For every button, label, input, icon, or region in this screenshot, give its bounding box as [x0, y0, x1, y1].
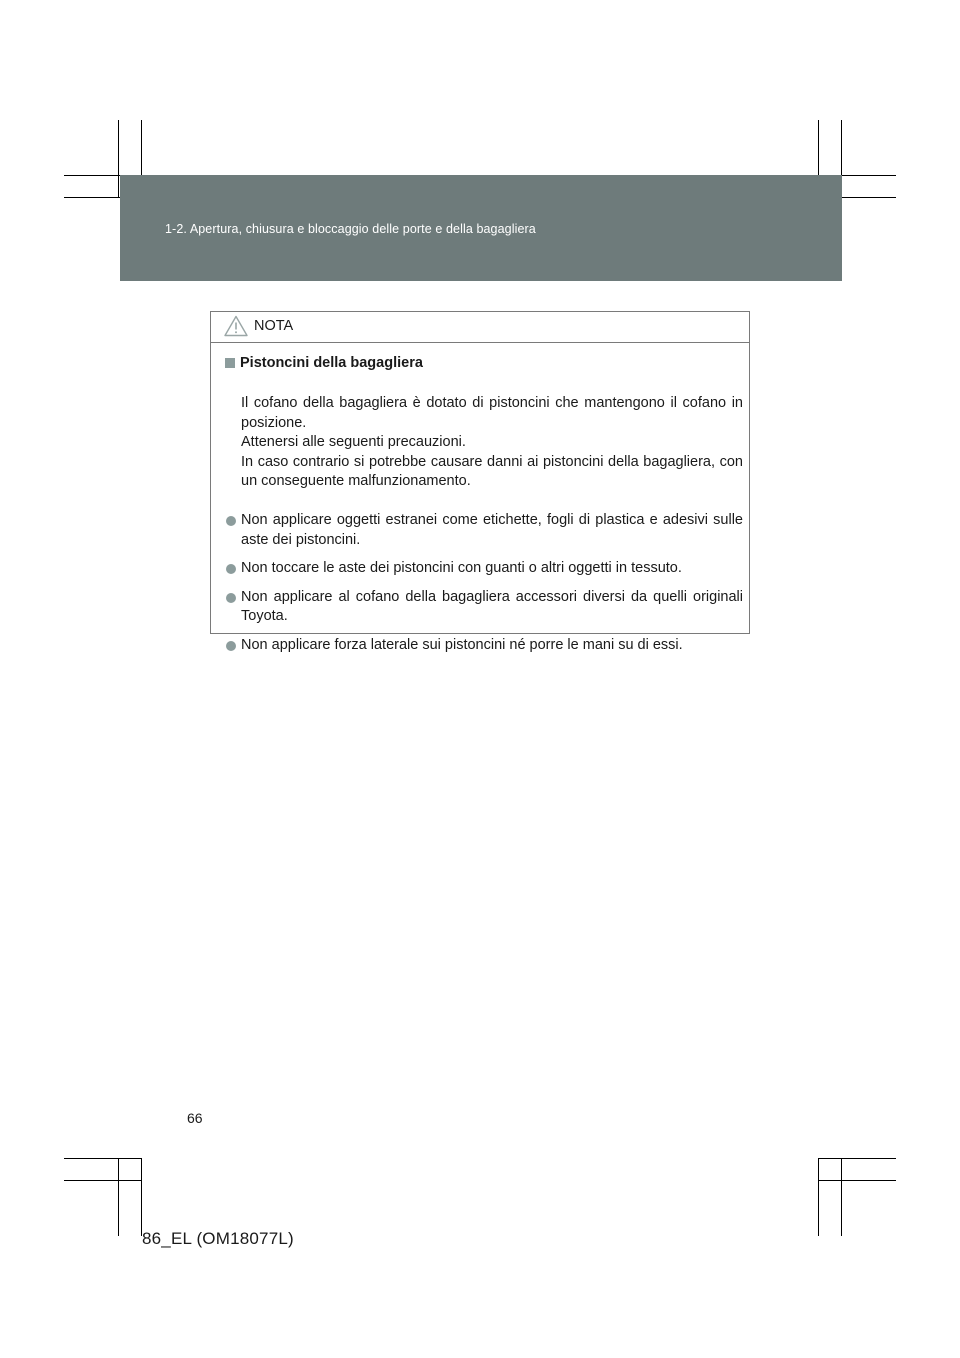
crop-mark: [818, 1158, 819, 1236]
intro-paragraph: Il cofano della bagagliera è dotato di pistoncini che mantengono il cofano in posizione.: [241, 395, 743, 431]
list-item: [225, 588, 743, 627]
list-item: [225, 559, 743, 579]
nota-header: [211, 312, 749, 343]
precaution-list: [225, 511, 743, 664]
list-item-text: Non applicare oggetti estranei come etichette, fogli di plastica e adesivi sulle aste dei pistoncini.: [241, 512, 743, 548]
crop-mark: [818, 1158, 896, 1159]
list-item: [225, 636, 743, 656]
nota-intro: [241, 394, 743, 492]
crop-mark: [64, 1158, 142, 1159]
warning-triangle-icon: [224, 315, 248, 337]
crop-mark: [118, 120, 119, 198]
document-code: 86_EL (OM18077L): [142, 1229, 294, 1248]
round-bullet-icon: [226, 516, 236, 526]
crop-mark: [818, 1180, 896, 1181]
list-item: [225, 511, 743, 550]
crop-mark: [841, 1158, 842, 1236]
section-title: 1-2. Apertura, chiusura e bloccaggio delle porte e della bagagliera: [165, 222, 536, 236]
round-bullet-icon: [226, 593, 236, 603]
round-bullet-icon: [226, 564, 236, 574]
nota-label: NOTA: [254, 318, 294, 334]
crop-mark: [118, 1158, 119, 1236]
crop-mark: [141, 1158, 142, 1236]
page-number: 66: [187, 1110, 203, 1126]
round-bullet-icon: [226, 641, 236, 651]
list-item-text: Non applicare forza laterale sui pistoncini né porre le mani su di essi.: [241, 636, 683, 653]
intro-paragraph: Attenersi alle seguenti precauzioni.: [241, 434, 466, 450]
list-item-text: Non applicare al cofano della bagagliera accessori diversi da quelli originali Toyota.: [241, 588, 743, 624]
crop-mark: [64, 1180, 142, 1181]
nota-heading: [225, 354, 423, 374]
intro-paragraph: In caso contrario si potrebbe causare danni ai pistoncini della bagagliera, con un conseguente malfunzionamento.: [241, 453, 743, 489]
square-bullet-icon: [225, 358, 235, 368]
nota-heading-text: Pistoncini della bagagliera: [240, 355, 423, 371]
list-item-text: Non toccare le aste dei pistoncini con guanti o altri oggetti in tessuto.: [241, 560, 682, 576]
nota-box: [210, 311, 750, 653]
